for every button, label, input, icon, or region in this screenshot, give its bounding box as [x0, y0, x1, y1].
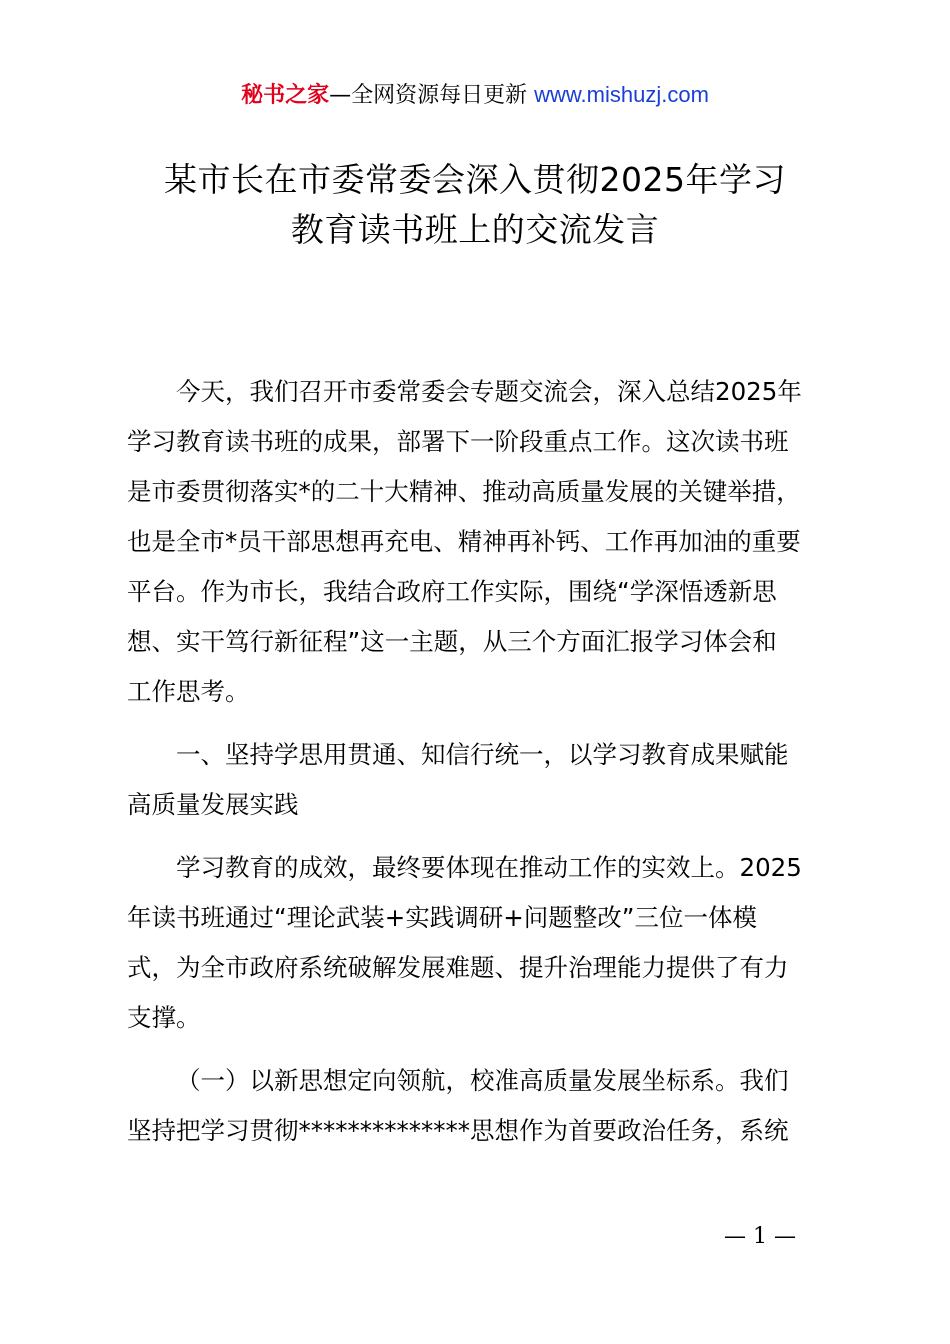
- text-line: 学习教育读书班的成果，部署下一阶段重点工作。这次读书班: [127, 427, 789, 456]
- document-title: [100, 155, 850, 255]
- paragraph-intro: [127, 367, 832, 717]
- banner-tagline: —全网资源每日更新: [329, 83, 535, 108]
- heading-line: 一、坚持学思用贯通、知信行统一，以学习教育成果赋能: [176, 740, 789, 769]
- text-line: 是市委贯彻落实*的二十大精神、推动高质量发展的关键举措，: [127, 477, 801, 506]
- section-heading-1: [127, 730, 832, 830]
- text-line: 工作思考。: [127, 677, 250, 706]
- document-body: [127, 367, 832, 1156]
- site-url-link[interactable]: www.mishuzj.com: [534, 82, 709, 107]
- text-line: （一）以新思想定向领航，校准高质量发展坐标系。我们: [176, 1066, 789, 1095]
- text-line: 学习教育的成效，最终要体现在推动工作的实效上。2025: [176, 853, 802, 882]
- text-line: 支撑。: [127, 1003, 201, 1032]
- text-line: 想、实干笃行新征程”这一主题，从三个方面汇报学习体会和: [127, 627, 777, 656]
- text-line: 式，为全市政府系统破解发展难题、提升治理能力提供了有力: [127, 953, 789, 982]
- paragraph-subsection-1: [127, 1056, 832, 1156]
- title-line-2: 教育读书班上的交流发言: [290, 210, 660, 249]
- text-line: 也是全市*员干部思想再充电、精神再补钙、工作再加油的重要: [127, 527, 801, 556]
- brand-name: 秘书之家: [241, 83, 330, 108]
- paragraph-section-1: [127, 843, 832, 1043]
- text-line: 年读书班通过“理论武装+实践调研+问题整改”三位一体模: [127, 903, 757, 932]
- text-line: 平台。作为市长，我结合政府工作实际，围绕“学深悟透新思: [127, 577, 777, 606]
- site-banner: [0, 78, 950, 113]
- text-line: 坚持把学习贯彻**************思想作为首要政治任务，系统: [127, 1116, 789, 1145]
- title-line-1: 某市长在市委常委会深入贯彻2025年学习: [164, 160, 786, 199]
- page-number: — 1 —: [724, 1224, 796, 1249]
- heading-line: 高质量发展实践: [127, 790, 299, 819]
- text-line: 今天，我们召开市委常委会专题交流会，深入总结2025年: [176, 377, 802, 406]
